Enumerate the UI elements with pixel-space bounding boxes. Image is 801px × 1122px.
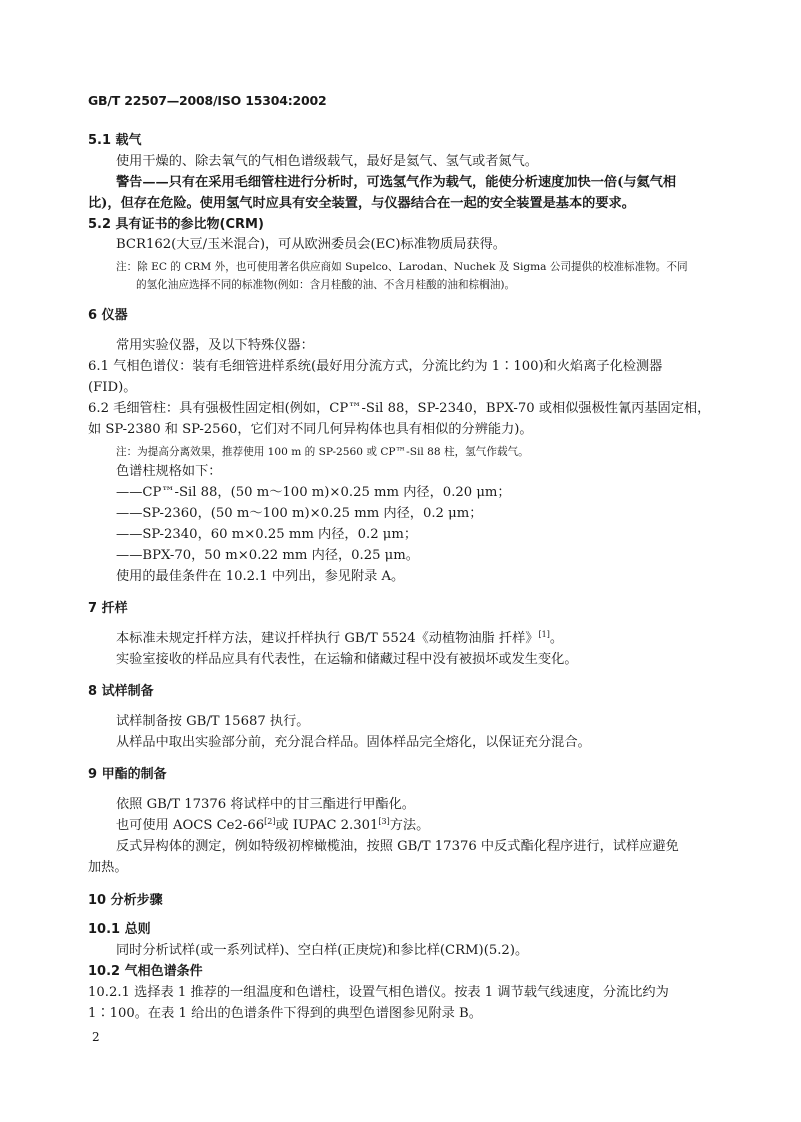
page-number: 2 (92, 1030, 100, 1044)
section-5-1-heading: 5.1 载气 (88, 133, 142, 148)
section-10-2-1-line-1: 10.2.1 选择表 1 推荐的一组温度和色谱柱，设置气相色谱仪。按表 1 调节载气线速度，分流比约为 (88, 985, 669, 1000)
section-8-text-2: 从样品中取出实验部分前，充分混合样品。固体样品完全熔化，以保证充分混合。 (116, 735, 591, 750)
section-6-1-line-1: 6.1 气相色谱仪：装有毛细管进样系统(最好用分流方式，分流比约为 1∶100)和火焰离子化检测器 (88, 359, 663, 374)
section-7-text-2: 实验室接收的样品应具有代表性，在运输和储藏过程中没有被损坏或发生变化。 (116, 652, 578, 667)
warning-line-1: 警告——只有在采用毛细管柱进行分析时，可选氢气作为载气，能使分析速度加快一倍(与氦气相 (116, 175, 677, 190)
section-5-2-heading: 5.2 具有证书的参比物(CRM) (88, 217, 264, 232)
column-spec-intro: 色谱柱规格如下： (116, 464, 222, 479)
section-7-text-1 (116, 630, 716, 648)
section-10-2-heading: 10.2 气相色谱条件 (88, 964, 203, 979)
section-6-2-line-2: 如 SP-2380 和 SP-2560，它们对不同几何异构体也具有相似的分辨能力)。 (88, 422, 533, 437)
column-spec-item-2: ——SP-2360，(50 m～100 m)×0.25 mm 内径，0.2 μm； (116, 506, 483, 521)
section-9-text-2 (116, 817, 716, 835)
column-spec-item-3: ——SP-2340，60 m×0.25 mm 内径，0.2 μm； (116, 527, 418, 542)
section-6-2-line-1: 6.2 毛细管柱：具有强极性固定相(例如，CP™-Sil 88，SP-2340，BPX-70 或相似强极性氰丙基固定相， (88, 401, 711, 416)
section-8-heading: 8 试样制备 (88, 684, 154, 699)
reference-1: [1] (538, 630, 550, 639)
column-spec-item-4: ——BPX-70，50 m×0.22 mm 内径，0.25 μm。 (116, 548, 419, 563)
best-conditions-text: 使用的最佳条件在 10.2.1 中列出，参见附录 A。 (116, 569, 405, 584)
section-9-text-2-c: 方法。 (389, 818, 430, 833)
section-9-heading: 9 甲酯的制备 (88, 767, 167, 782)
section-9-text-1: 依照 GB/T 17376 将试样中的甘三酯进行甲酯化。 (116, 797, 415, 812)
section-10-2-1-line-2: 1∶100。在表 1 给出的色谱条件下得到的典型色谱图参见附录 B。 (88, 1006, 482, 1021)
section-7-text-1-end: 。 (549, 631, 564, 646)
section-5-2-note-line-2: 的氢化油应选择不同的标准物(例如：含月桂酸的油、不含月桂酸的油和棕榈油)。 (136, 279, 516, 291)
section-10-1-heading: 10.1 总则 (88, 922, 151, 937)
section-5-2-note-line-1: 注：除 EC 的 CRM 外，也可使用著名供应商如 Supelco、Larodan、Nuchek 及 Sigma 公司提供的校准标准物。不同 (116, 261, 688, 273)
section-9-text-2-a: 也可使用 AOCS Ce2-66 (116, 818, 265, 833)
section-6-text: 常用实验仪器，及以下特殊仪器： (116, 338, 314, 353)
section-10-heading: 10 分析步骤 (88, 893, 163, 908)
section-6-2-note: 注：为提高分离效果，推荐使用 100 m 的 SP-2560 或 CP™-Sil 88 柱，氢气作载气。 (116, 446, 529, 458)
section-9-text-2-b: 或 IUPAC 2.301 (275, 818, 379, 833)
section-10-1-text: 同时分析试样(或一系列试样)、空白样(正庚烷)和参比样(CRM)(5.2)。 (116, 943, 529, 958)
reference-3: [3] (378, 817, 390, 826)
section-6-1-line-2: (FID)。 (88, 380, 137, 395)
section-5-2-text: BCR162(大豆/玉米混合)，可从欧洲委员会(EC)标准物质局获得。 (116, 237, 506, 252)
section-7-text-1-main: 本标准未规定扦样方法，建议扦样执行 GB/T 5524《动植物油脂 扦样》 (116, 631, 539, 646)
section-8-text-1: 试样制备按 GB/T 15687 执行。 (116, 714, 310, 729)
section-9-text-3-line-2: 加热。 (88, 860, 128, 875)
column-spec-item-1: ——CP™-Sil 88，(50 m～100 m)×0.25 mm 内径，0.20 μm； (116, 485, 511, 500)
section-5-1-text: 使用干燥的、除去氧气的气相色谱级载气，最好是氦气、氢气或者氮气。 (116, 154, 538, 169)
document-header: GB/T 22507—2008/ISO 15304:2002 (88, 93, 327, 108)
section-9-text-3-line-1: 反式异构体的测定，例如特级初榨橄榄油，按照 GB/T 17376 中反式酯化程序进行，试样应避免 (116, 839, 679, 854)
warning-line-2: 比)，但存在危险。使用氢气时应具有安全装置，与仪器结合在一起的安全装置是基本的要求。 (88, 196, 635, 211)
section-7-heading: 7 扦样 (88, 601, 128, 616)
reference-2: [2] (264, 817, 276, 826)
section-6-heading: 6 仪器 (88, 308, 128, 323)
